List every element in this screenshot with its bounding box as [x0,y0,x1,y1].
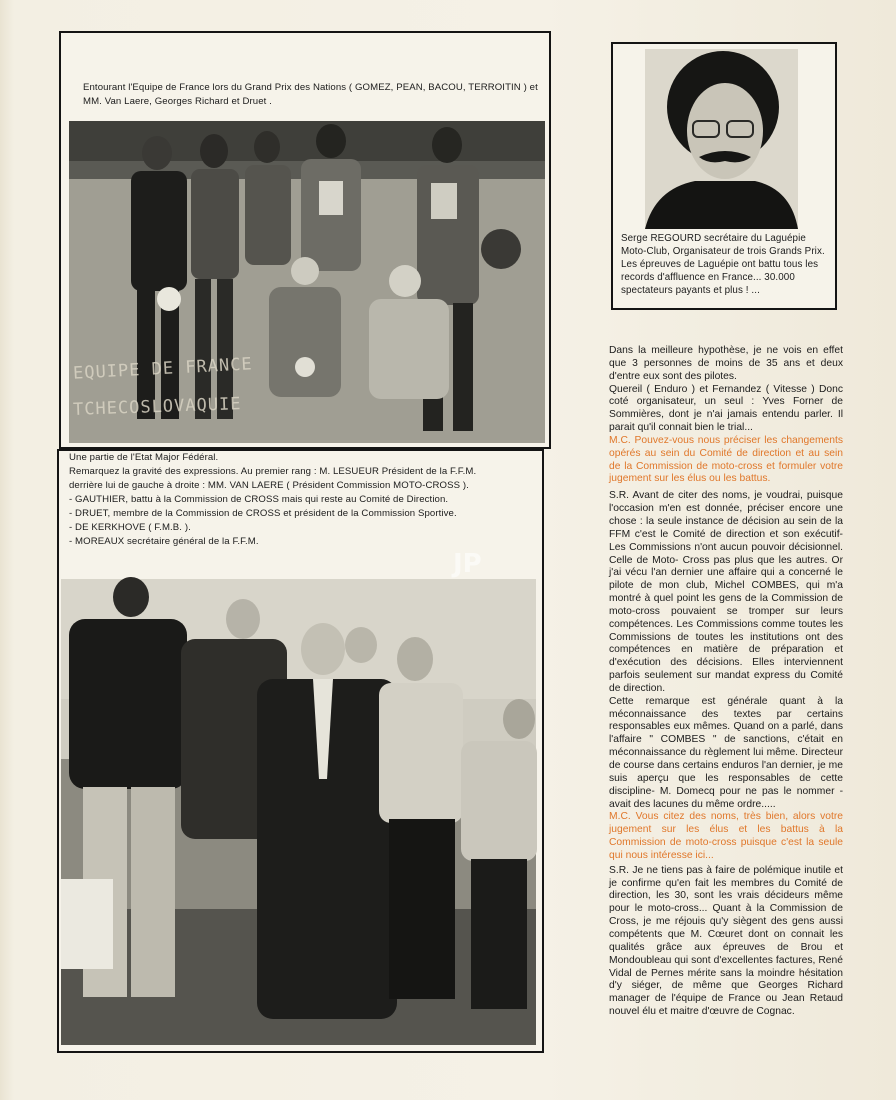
caption-line: Remarquez la gravité des expressions. Au premier rang : M. LESUEUR Président de la F.F.M. [69,466,477,477]
portrait-photo [645,49,798,229]
portrait-image [645,49,798,229]
team-photo-caption: Entourant l'Equipe de France lors du Grand Prix des Nations ( GOMEZ, PEAN, BACOU, TERROITIN ) et MM. Van Laere, Georges Richard et Druet . [83,82,538,107]
federal-staff-photo [61,549,536,1045]
team-photo [69,121,545,443]
federal-staff-image [61,579,536,1045]
caption-line: - DRUET, membre de la Commission de CROSS et président de la Commission Sportive. [69,508,457,519]
portrait-caption: Serge REGOURD secrétaire du Laguépie Moto-Club, Organisateur de trois Grands Prix. Les épreuves de Laguépie ont battu tous les records d'affluence en France... 30.000 spectateurs payants et plus ! ... [621,233,825,296]
team-photo-image [69,121,545,443]
article-paragraph: Cette remarque est générale quant à la méconnaissance des textes par certains responsables eux mêmes. Quand on a parlé, dans l'affaire " COMBES " de sanctions, c'était en méconnaissance du règlement lui même. Directeur de course dans certains enduros l'an dernier, je me suis aperçu que les responsables de cette discipline- M. Domecq pour ne pas le nommer - avait des lacunes du même ordre..... [609,695,843,810]
interview-question: M.C. Pouvez-vous nous préciser les changements opérés au sein du Comité de direction et au sein de la Commission de moto-cross et formuler votre jugement sur les élus ou les battus. [609,434,843,485]
handwriting-team: EQUIPE DE FRANCE [72,354,254,384]
article-paragraph: S.R. Avant de citer des noms, je voudrai, puisque l'occasion m'en est donnée, préciser encore une chose : la seule instance de décision au sein de la FFM c'est le Comité de direction et son exécutif- Les Commissions n'ont aucun pouvoir décisionnel. Celle de Moto- Cross pas plus que les autres. Or j'ai vécu l'an dernier une affaire qui a concerné le pilote de mon club, Michel COMBES, qui m'a montré à quel point les gens de la Commission de moto-cross pouvaient se tromper sur leurs compétences. Les Commissions comme toutes les Commissions de toutes les institutions ont des compétences en matière de préparation et d'exécution des décisions. Elles interviennent parfois seulement sur mandat express du Comité de direction. [609,490,843,694]
caption-line: - GAUTHIER, battu à la Commission de CROSS mais qui reste au Comité de Direction. [69,494,449,505]
caption-line: - DE KERKHOVE ( F.M.B. ). [69,522,191,533]
interview-article [609,345,843,1019]
article-paragraph: S.R. Je ne tiens pas à faire de polémique inutile et je confirme qu'en fait les membres du Comité de direction, les 30, sont les vrais décideurs même pour le moto-cross... Quant à la Commission de Cross, je me réjouis qu'y siègent des gens aussi compétents que M. Cœuret dont on connait les qualités grâce aux épreuves de Brou et Mondoubleau qui sont d'excellentes factures, René Vidal de Pernes mérite sans la moindre hésitation d'y siéger, de même que Georges Richard manager de l'équipe de France ou Jean Retaud nouvel élu et maitre d'œuvre de Cognac. [609,864,843,1018]
portrait-frame [611,42,837,310]
interview-question: M.C. Vous citez des noms, très bien, alors votre jugement sur les élus et les battus à la Commission de moto-cross puisque c'est la seule qui nous intéresse ici... [609,811,843,861]
caption-line: Une partie de l'Etat Major Fédéral. [69,452,219,463]
federal-staff-caption [69,451,539,549]
federal-staff-frame [57,449,544,1053]
team-photo-frame [59,31,551,449]
handwriting-country: TCHECOSLOVAQUIE [72,394,242,420]
article-paragraph: Quereil ( Enduro ) et Fernandez ( Vitesse ) Donc coté organisateur, un seul : Yves Forner de Sommières, dont je n'ai jamais entendu parler. Il parait qu'il connait bien le trial... [609,383,843,434]
article-paragraph: Dans la meilleure hypothèse, je ne vois en effet que 3 personnes de moins de 35 ans et deux d'entre eux sont des pilotes. [609,345,843,382]
watermark-logo: JP [453,549,482,579]
caption-line: - MOREAUX secrétaire général de la F.F.M. [69,536,259,547]
caption-line: derrière lui de gauche à droite : MM. VAN LAERE ( Président Commission MOTO-CROSS ). [69,480,469,491]
